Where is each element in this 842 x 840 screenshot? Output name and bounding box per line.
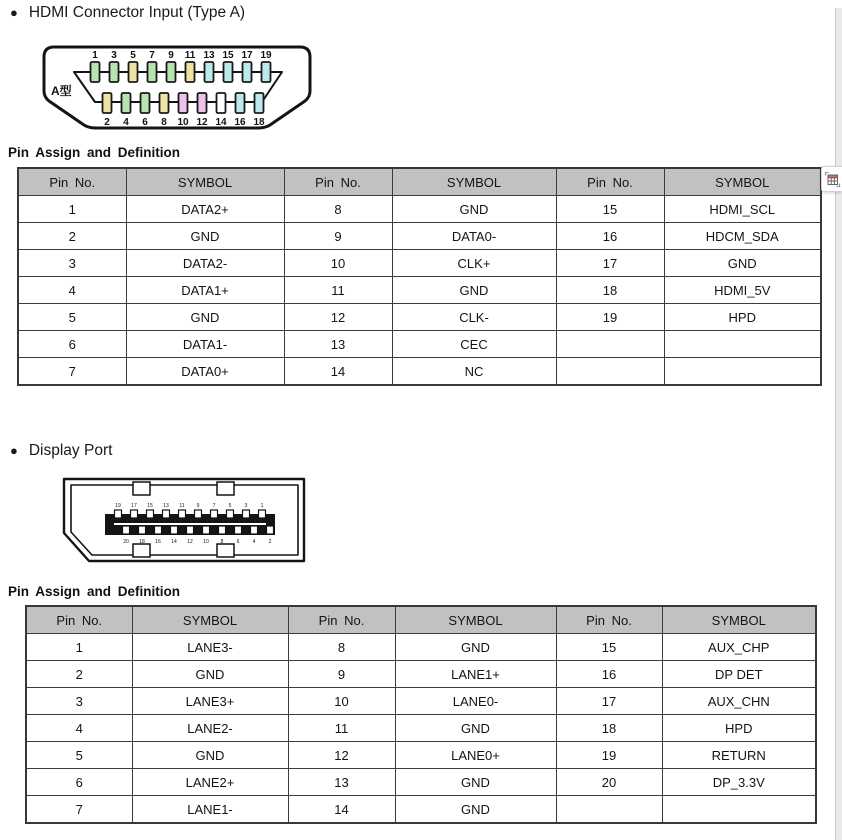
table-cell: 13 [288,769,395,796]
table-cell: 15 [556,196,664,223]
column-header: SYMBOL [395,606,556,634]
hdmi-pin [160,93,169,113]
table-cell: 6 [26,769,132,796]
table-cell: 4 [26,715,132,742]
table-cell: AUX_CHP [662,634,816,661]
table-cell: DATA1- [126,331,284,358]
hdmi-pin [122,93,131,113]
column-header: Pin No. [288,606,395,634]
table-cell: 3 [18,250,126,277]
table-row [18,196,821,223]
hdmi-pin [129,62,138,82]
hdmi-pin-number: 18 [253,117,265,128]
hdmi-bottom-pin-row [103,93,265,128]
table-cell: HPD [664,304,821,331]
section-title: HDMI Connector Input (Type A) [28,4,246,21]
hdmi-type-label: A型 [51,84,72,98]
table-cell: 15 [556,634,662,661]
hdmi-pin-number: 15 [222,50,234,61]
hdmi-pin-number: 14 [215,117,227,128]
hdmi-pin-number: 8 [161,117,167,128]
table-tools-button[interactable] [821,166,842,192]
dp-pin [243,510,250,518]
column-header: Pin No. [556,606,662,634]
table-cell: CEC [392,331,556,358]
dp-pin-number: 14 [171,539,177,545]
section-heading-hdmi [10,4,245,22]
dp-pin-number: 15 [147,503,153,509]
table-cell: 5 [18,304,126,331]
table-cell: 14 [284,358,392,386]
table-cell: LANE2+ [132,769,288,796]
column-header: SYMBOL [126,168,284,196]
dp-pin [259,510,266,518]
table-cell: DATA1+ [126,277,284,304]
section-heading-displayport [10,442,112,460]
table-cell: AUX_CHN [662,688,816,715]
hdmi-pin-number: 4 [123,117,129,128]
hdmi-pin [110,62,119,82]
hdmi-pin [262,62,271,82]
hdmi-pin-number: 10 [177,117,189,128]
column-header: Pin No. [284,168,392,196]
table-row [26,742,816,769]
table-cell: 2 [26,661,132,688]
table-row [26,769,816,796]
hdmi-pin-number: 2 [104,117,110,128]
table-cell: GND [132,742,288,769]
hdmi-pin [186,62,195,82]
dp-pin [179,510,186,518]
hdmi-pin-number: 19 [260,50,272,61]
dp-pin [235,526,242,534]
column-header: Pin No. [18,168,126,196]
dp-pin-number: 16 [155,539,161,545]
hdmi-pin [148,62,157,82]
table-cell [556,358,664,386]
dp-pin-number: 2 [268,539,272,545]
dp-pin [267,526,274,534]
dp-pin [139,526,146,534]
table-row [26,715,816,742]
table-cell: 11 [284,277,392,304]
table-cell: 12 [284,304,392,331]
dp-pin [163,510,170,518]
table-cell: 18 [556,715,662,742]
dp-pin-number: 20 [123,539,129,545]
dp-pin [123,526,130,534]
hdmi-pin [91,62,100,82]
dp-notch [217,544,234,557]
table-cell: LANE1- [132,796,288,824]
dp-pin [203,526,210,534]
table-cell [664,331,821,358]
table-cell: HPD [662,715,816,742]
hdmi-pin [205,62,214,82]
dp-pin [251,526,258,534]
bullet-icon: ● [10,443,18,458]
table-row [18,304,821,331]
hdmi-pin-number: 6 [142,117,148,128]
table-header-row [18,168,821,196]
table-cell: 18 [556,277,664,304]
hdmi-pin [255,93,264,113]
hdmi-pin [224,62,233,82]
table-cell [556,331,664,358]
table-cell: DATA2- [126,250,284,277]
dp-pin-number: 17 [131,503,137,509]
dp-pin-number: 4 [252,539,256,545]
pin-assign-title-hdmi: Pin Assign and Definition [8,145,181,160]
table-cell: NC [392,358,556,386]
table-cell [664,358,821,386]
table-cell: 17 [556,250,664,277]
hdmi-pin-number: 12 [196,117,208,128]
dp-pin-number: 6 [236,539,240,545]
table-cell: 7 [18,358,126,386]
table-cell: 20 [556,769,662,796]
table-cell: GND [395,769,556,796]
dp-pin [147,510,154,518]
table-cell: 10 [284,250,392,277]
table-cell: HDCM_SDA [664,223,821,250]
table-row [26,688,816,715]
dp-pin-table [25,605,817,824]
table-cell: 1 [18,196,126,223]
dp-pin-number: 13 [163,503,169,509]
bullet-icon: ● [10,5,18,20]
dp-pin [187,526,194,534]
table-cell: LANE0- [395,688,556,715]
table-cell: HDMI_SCL [664,196,821,223]
dp-pin-number: 1 [260,503,264,509]
table-cell: 4 [18,277,126,304]
table-cell: 19 [556,742,662,769]
table-cell: GND [395,796,556,824]
dp-pin [171,526,178,534]
table-cell: 8 [288,634,395,661]
table-cell: 11 [288,715,395,742]
table-cell: 9 [288,661,395,688]
dp-pin-number: 11 [179,503,185,509]
hdmi-pin-number: 11 [184,50,196,61]
table-cell: 13 [284,331,392,358]
table-cell: GND [395,634,556,661]
table-cell: 10 [288,688,395,715]
table-row [18,331,821,358]
dp-pin [155,526,162,534]
dp-pin-number: 8 [220,539,224,545]
table-cell: 16 [556,223,664,250]
table-cell: LANE1+ [395,661,556,688]
table-cell: 5 [26,742,132,769]
hdmi-pin-number: 17 [241,50,253,61]
hdmi-pin [198,93,207,113]
page-edge-strip [835,8,842,840]
table-cell: RETURN [662,742,816,769]
dp-pin [219,526,226,534]
dp-notch [133,482,150,495]
table-cell: DATA0- [392,223,556,250]
table-cell: 14 [288,796,395,824]
table-cell: GND [395,715,556,742]
dp-pin-number: 5 [228,503,232,509]
table-cell: LANE3- [132,634,288,661]
column-header: Pin No. [26,606,132,634]
table-cell: CLK- [392,304,556,331]
hdmi-pin-number: 13 [203,50,215,61]
dp-pin [115,510,122,518]
table-cell: DATA0+ [126,358,284,386]
table-cell: LANE2- [132,715,288,742]
table-cell: 8 [284,196,392,223]
dp-pin-number: 7 [212,503,216,509]
table-cell: 3 [26,688,132,715]
table-cell: GND [392,196,556,223]
table-row [18,358,821,386]
table-header-row [26,606,816,634]
dp-pin-number: 3 [244,503,248,509]
dp-pin-number: 9 [196,503,200,509]
dp-pin-number: 19 [115,503,121,509]
hdmi-pin-number: 16 [234,117,246,128]
column-header: SYMBOL [392,168,556,196]
dp-pin [211,510,218,518]
hdmi-connector-diagram [38,42,316,133]
section-title: Display Port [28,442,113,459]
hdmi-pin [103,93,112,113]
hdmi-pin-number: 3 [111,50,117,61]
table-cell [556,796,662,824]
table-cell: GND [132,661,288,688]
hdmi-pin [217,93,226,113]
column-header: SYMBOL [664,168,821,196]
hdmi-pin [179,93,188,113]
hdmi-pin-table [17,167,822,386]
dp-pin [195,510,202,518]
table-cell: CLK+ [392,250,556,277]
table-row [26,661,816,688]
pin-assign-title-dp: Pin Assign and Definition [8,584,181,599]
table-cell: LANE0+ [395,742,556,769]
hdmi-pin-number: 7 [149,50,155,61]
hdmi-pin [141,93,150,113]
hdmi-pin [167,62,176,82]
dp-notch [217,482,234,495]
dp-connector-diagram [58,476,310,564]
dp-pin-number: 18 [139,539,145,545]
column-header: SYMBOL [662,606,816,634]
table-cell: GND [664,250,821,277]
table-cell: 17 [556,688,662,715]
hdmi-pin-number: 9 [168,50,174,61]
column-header: Pin No. [556,168,664,196]
dp-pin [227,510,234,518]
table-cell: DP DET [662,661,816,688]
table-row [26,634,816,661]
table-row [18,250,821,277]
table-cell: DATA2+ [126,196,284,223]
hdmi-pin [236,93,245,113]
table-cell: GND [392,277,556,304]
table-cell: 2 [18,223,126,250]
table-row [18,277,821,304]
column-header: SYMBOL [132,606,288,634]
table-cell: 1 [26,634,132,661]
table-cell: 6 [18,331,126,358]
hdmi-pin-number: 1 [92,50,98,61]
table-cell: DP_3.3V [662,769,816,796]
table-cell: GND [126,304,284,331]
table-cell [662,796,816,824]
dp-notch [133,544,150,557]
table-row [18,223,821,250]
dp-pin [131,510,138,518]
table-cell: 12 [288,742,395,769]
table-row [26,796,816,824]
dp-pin-number: 10 [203,539,209,545]
table-tools-icon [824,171,841,188]
table-cell: 19 [556,304,664,331]
hdmi-pin-number: 5 [130,50,136,61]
table-cell: 9 [284,223,392,250]
table-cell: HDMI_5V [664,277,821,304]
hdmi-pin [243,62,252,82]
table-cell: 7 [26,796,132,824]
table-cell: LANE3+ [132,688,288,715]
dp-pin-number: 12 [187,539,193,545]
table-cell: 16 [556,661,662,688]
table-cell: GND [126,223,284,250]
